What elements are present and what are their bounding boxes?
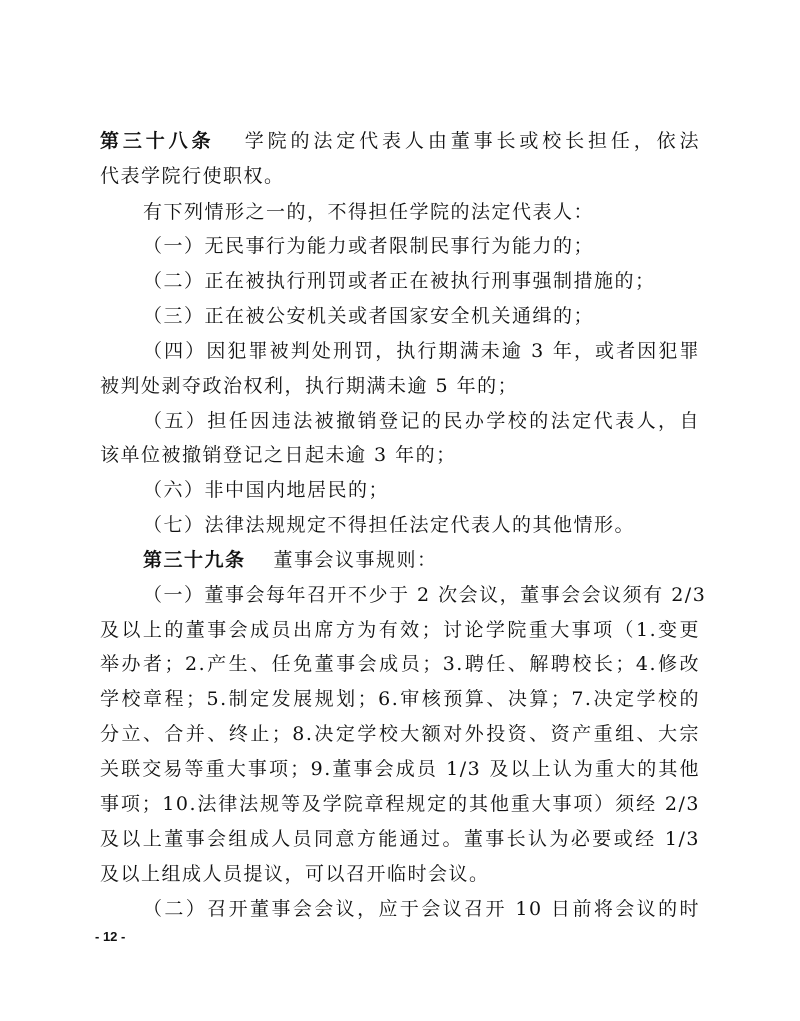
article-39-p1-line-7: 事项；10.法律法规等及学院章程规定的其他重大事项）须经 2/3 [100, 793, 700, 815]
article-38-item-5-line-1: （五）担任因违法被撤销登记的民办学校的法定代表人，自 [143, 410, 700, 432]
article-39-heading: 第三十九条 [143, 549, 246, 571]
article-38-item-3: （三）正在被公安机关或者国家安全机关通缉的； [143, 305, 595, 327]
article-39-p1-line-6: 关联交易等重大事项；9.董事会成员 1/3 及以上认为重大的其他 [100, 758, 700, 780]
article-38-line-2: 代表学院行使职权。 [100, 165, 285, 187]
article-38-heading: 第三十八条 [100, 130, 215, 152]
article-39-p2-line-1: （二）召开董事会会议，应于会议召开 10 日前将会议的时 [143, 898, 700, 920]
article-38-item-6: （六）非中国内地居民的； [143, 479, 390, 501]
article-38-text: 学院的法定代表人由董事长或校长担任，依法 [242, 130, 700, 152]
article-39-p1-line-3: 举办者；2.产生、任免董事会成员；3.聘任、解聘校长；4.修改 [100, 653, 700, 675]
article-38-item-7: （七）法律法规规定不得担任法定代表人的其他情形。 [143, 514, 636, 536]
article-39-p1-line-1: （一）董事会每年召开不少于 2 次会议，董事会会议须有 2/3 [143, 584, 707, 606]
article-38-item-1: （一）无民事行为能力或者限制民事行为能力的； [143, 235, 595, 257]
article-39-p1-line-5: 分立、合并、终止；8.决定学校大额对外投资、资产重组、大宗 [100, 723, 700, 745]
article-38-first-line [100, 129, 700, 153]
article-39-p1-line-4: 学校章程；5.制定发展规划；6.审核预算、决算；7.决定学校的 [100, 688, 700, 710]
article-39-text: 董事会议事规则： [273, 549, 438, 571]
article-38-item-2: （二）正在被执行刑罚或者正在被执行刑事强制措施的； [143, 270, 656, 292]
article-39-first-line [143, 548, 700, 572]
article-39-p1-line-9: 及以上组成人员提议，可以召开临时会议。 [100, 863, 490, 885]
article-38-paragraph-2: 有下列情形之一的，不得担任学院的法定代表人： [143, 201, 595, 223]
article-38-item-5-line-2: 该单位被撤销登记之日起未逾 3 年的； [100, 444, 457, 466]
article-39-p1-line-8: 及以上董事会组成人员同意方能通过。董事长认为必要或经 1/3 [100, 828, 700, 850]
page-number: - 12 - [95, 929, 126, 944]
article-38-item-4-line-1: （四）因犯罪被判处刑罚，执行期满未逾 3 年，或者因犯罪 [143, 340, 700, 362]
article-38-item-4-line-2: 被判处剥夺政治权利，执行期满未逾 5 年的； [100, 375, 519, 397]
article-39-p1-line-2: 及以上的董事会成员出席方为有效；讨论学院重大事项（1.变更 [100, 619, 700, 641]
